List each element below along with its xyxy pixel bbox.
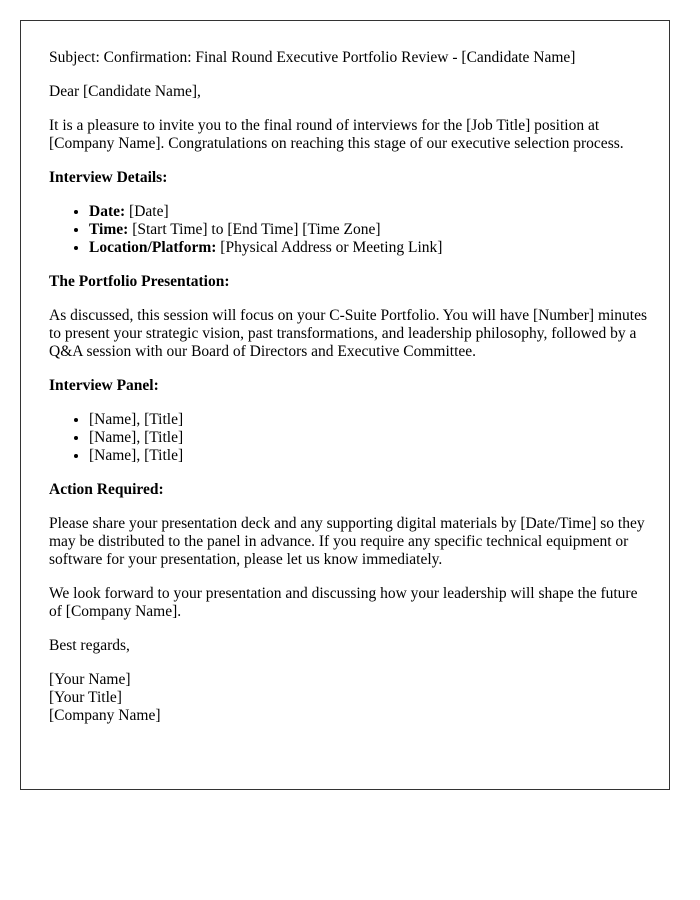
panel-heading: Interview Panel: <box>49 377 159 394</box>
subject-line: Subject: Confirmation: Final Round Executive Portfolio Review - [Candidate Name] <box>49 49 576 66</box>
signature-block <box>49 671 649 725</box>
panel-member: • [Name], [Title] <box>89 429 649 447</box>
signature-company: [Company Name] <box>49 707 161 724</box>
detail-location <box>89 239 649 257</box>
action-heading: Action Required: <box>49 481 164 498</box>
detail-value: [Date] <box>125 203 169 220</box>
detail-value: [Physical Address or Meeting Link] <box>216 239 443 256</box>
signoff: Best regards, <box>49 637 130 654</box>
letter-container <box>20 20 670 790</box>
greeting: Dear [Candidate Name], <box>49 83 201 100</box>
signature-name: [Your Name] <box>49 671 131 688</box>
intro-paragraph: It is a pleasure to invite you to the final round of interviews for the [Job Title] position at [Company Name]. Congratulations on reaching this stage of our executive selection process. <box>49 117 624 152</box>
panel-list <box>49 411 649 465</box>
detail-label: Location/Platform: <box>89 239 217 256</box>
detail-time <box>89 221 649 239</box>
detail-date <box>89 203 649 221</box>
signature-title: [Your Title] <box>49 689 122 706</box>
panel-member: • [Name], [Title] <box>89 447 649 465</box>
portfolio-heading: The Portfolio Presentation: <box>49 273 230 290</box>
detail-value: [Start Time] to [End Time] [Time Zone] <box>128 221 381 238</box>
action-paragraph: Please share your presentation deck and any supporting digital materials by [Date/Time] so they may be distributed to the panel in advance. If you require any specific technical equipment or software for your presentation, please let us know immediately. <box>49 515 645 568</box>
detail-label: Time: <box>89 221 129 238</box>
interview-details-list <box>49 203 649 257</box>
closing-paragraph: We look forward to your presentation and discussing how your leadership will shape the future of [Company Name]. <box>49 585 638 620</box>
portfolio-paragraph: As discussed, this session will focus on your C-Suite Portfolio. You will have [Number] minutes to present your strategic vision, past transformations, and leadership philosophy, followed by a Q&A session with our Board of Directors and Executive Committee. <box>49 307 648 360</box>
detail-label: Date: <box>89 203 126 220</box>
panel-member: • [Name], [Title] <box>89 411 649 429</box>
interview-details-heading: Interview Details: <box>49 169 168 186</box>
